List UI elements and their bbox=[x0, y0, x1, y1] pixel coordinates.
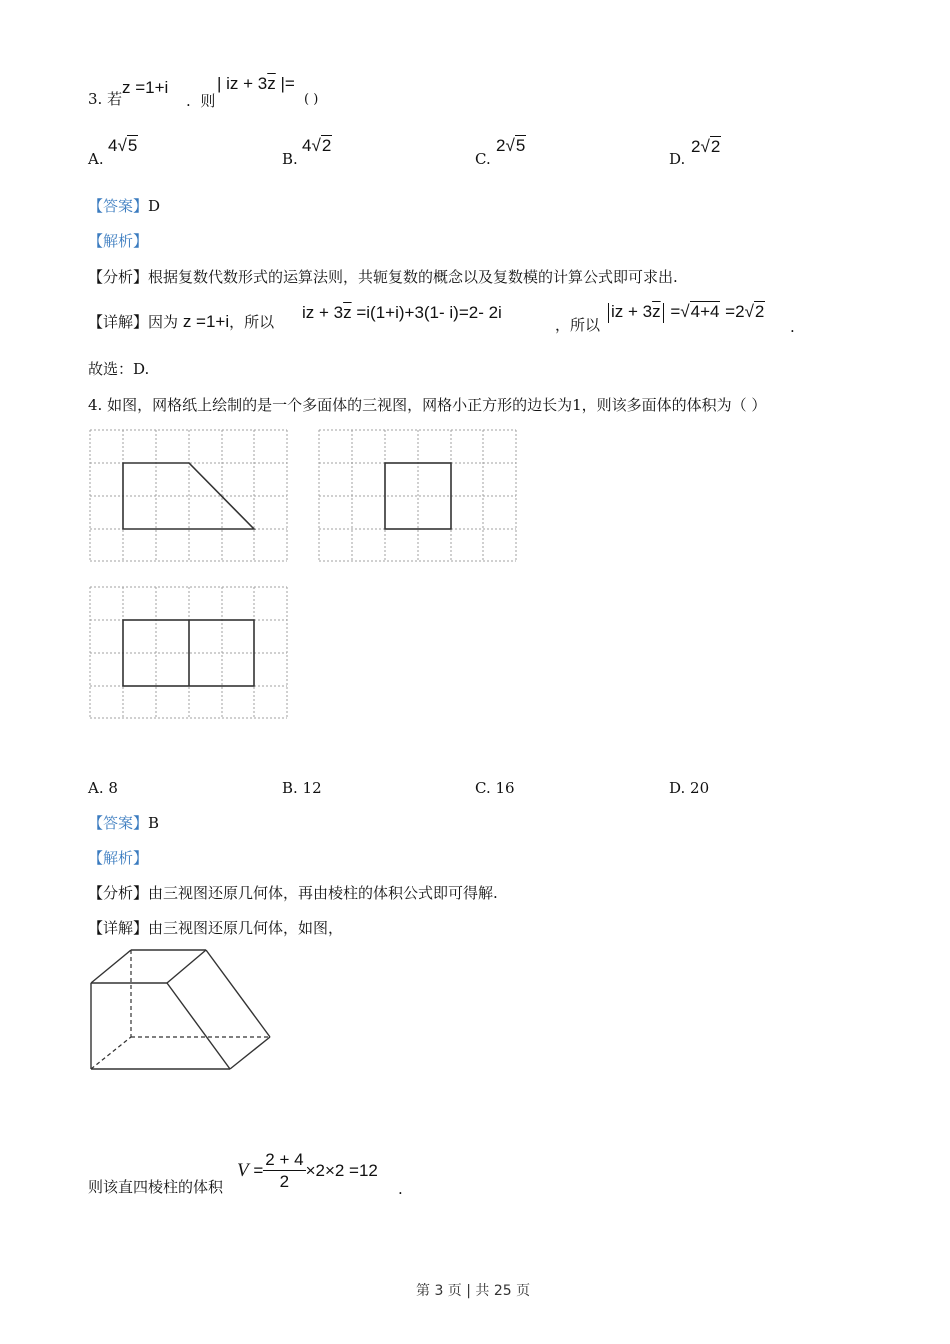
q3-sep: . bbox=[186, 92, 191, 110]
sqrt-symbol: √2 bbox=[700, 137, 721, 156]
eq2-zbar: $\overline{z}$ bbox=[652, 302, 661, 321]
option-radicand: 5 bbox=[127, 136, 138, 155]
q3-option-a-value bbox=[108, 136, 138, 156]
xiangjie-pre: 因为 bbox=[148, 313, 179, 331]
q3-condition-math: z =1+i bbox=[122, 78, 169, 97]
q4-stem-text: 4. 如图，网格纸上绘制的是一个多面体的三视图，网格小正方形的边长为1，则该多面体的体积为（ ） bbox=[88, 396, 767, 414]
option-radicand: 2 bbox=[321, 136, 332, 155]
sqrt-symbol: √5 bbox=[117, 136, 138, 155]
volume-fraction bbox=[263, 1150, 305, 1193]
q3-option-d-value bbox=[691, 137, 721, 157]
sqrt-symbol: √2 bbox=[744, 302, 765, 321]
q3-expr-right: |= bbox=[275, 74, 295, 93]
q3-paren-text: ( ) bbox=[304, 92, 319, 107]
option-radicand: 5 bbox=[515, 136, 526, 155]
q4-option-d[interactable] bbox=[669, 779, 709, 797]
q4-analysis-tag bbox=[88, 849, 148, 867]
q4-volume-formula bbox=[237, 1150, 378, 1193]
side-view-diagram bbox=[317, 428, 519, 564]
q3-expression bbox=[217, 74, 295, 94]
fenxi-text: 由三视图还原几何体，再由棱柱的体积公式即可得解. bbox=[148, 884, 498, 902]
period: . bbox=[790, 318, 795, 336]
abs-bar-right bbox=[663, 303, 664, 323]
volume-v: V bbox=[237, 1159, 249, 1181]
eq2-eq: = bbox=[665, 302, 681, 321]
option-label: D. bbox=[669, 150, 686, 168]
option-label: B. bbox=[282, 150, 298, 168]
fenxi-tag: 【分析】 bbox=[88, 884, 149, 902]
prism-3d-diagram bbox=[80, 940, 290, 1080]
period: . bbox=[398, 1180, 403, 1198]
q3-option-c-value bbox=[496, 136, 526, 156]
q4-volume-end bbox=[398, 1180, 403, 1198]
answer-tag: 【答案】 bbox=[88, 814, 149, 832]
q3-xiangjie bbox=[88, 313, 274, 331]
q4-volume-prefix bbox=[88, 1178, 223, 1196]
analysis-tag: 【解析】 bbox=[88, 232, 149, 250]
xiangjie-z-math: z =1+i bbox=[182, 312, 230, 331]
answer-value: B bbox=[148, 814, 160, 832]
q3-option-b[interactable] bbox=[282, 150, 298, 168]
option-coef: 2 bbox=[691, 137, 701, 156]
eq1-part-a: iz + 3 bbox=[302, 303, 344, 322]
xiangjie-suoyi-2: ，所以 bbox=[555, 316, 601, 334]
option-label: A. 8 bbox=[88, 779, 118, 797]
q4-answer-line bbox=[88, 814, 159, 832]
option-label: C. 16 bbox=[475, 779, 515, 797]
fenxi-tag: 【分析】 bbox=[88, 268, 149, 286]
q3-prefix: 若 bbox=[107, 90, 123, 108]
front-view-diagram bbox=[88, 428, 290, 564]
xiangjie-suoyi: ，所以 bbox=[229, 313, 275, 331]
q3-xiangjie-eq1 bbox=[302, 303, 502, 323]
q3-paren bbox=[304, 91, 318, 109]
eq2-radicand: 4+4 bbox=[690, 302, 720, 321]
eq1-part-b: =i(1+i)+3(1- i)=2- 2i bbox=[351, 303, 502, 322]
q4-option-c[interactable] bbox=[475, 779, 515, 797]
answer-tag: 【答案】 bbox=[88, 197, 149, 215]
volume-rest: ×2×2 =12 bbox=[305, 1160, 378, 1180]
answer-value: D bbox=[148, 197, 161, 215]
xiangjie-tag: 【详解】 bbox=[88, 919, 149, 937]
option-label: C. bbox=[475, 150, 491, 168]
q3-answer-line bbox=[88, 197, 160, 215]
xiangjie-tag: 【详解】 bbox=[88, 313, 149, 331]
q3-option-b-value bbox=[302, 136, 332, 156]
q3-xiangjie-eq2 bbox=[606, 302, 765, 323]
page-total: | 共 25 页 bbox=[466, 1283, 531, 1299]
option-label: B. 12 bbox=[282, 779, 322, 797]
analysis-tag: 【解析】 bbox=[88, 849, 149, 867]
fraction-denominator: 2 bbox=[279, 1172, 290, 1191]
sqrt-symbol: √5 bbox=[505, 136, 526, 155]
eq1-zbar: $\overline{z}$ bbox=[343, 303, 352, 322]
q3-option-a[interactable] bbox=[88, 150, 104, 168]
eq2-part-c: =2 bbox=[720, 302, 745, 321]
q4-xiangjie bbox=[88, 919, 343, 937]
page-footer bbox=[416, 1280, 530, 1300]
q4-option-a[interactable] bbox=[88, 779, 118, 797]
q3-expr-left: | iz + 3 bbox=[217, 74, 268, 93]
q3-condition bbox=[122, 78, 168, 98]
sqrt-symbol: √4+4 bbox=[680, 302, 720, 321]
conclusion-text: 故选：D. bbox=[88, 360, 150, 378]
abs-bar-left bbox=[608, 303, 609, 323]
q3-option-d[interactable] bbox=[669, 150, 685, 168]
q3-stem bbox=[88, 90, 122, 108]
q3-xiangjie-suoyi2 bbox=[555, 316, 600, 334]
q3-then-word: 则 bbox=[200, 92, 216, 110]
q3-conclusion bbox=[88, 360, 149, 378]
q4-option-b[interactable] bbox=[282, 779, 322, 797]
option-coef: 4 bbox=[302, 136, 312, 155]
option-radicand: 2 bbox=[710, 137, 721, 156]
q3-analysis-tag bbox=[88, 232, 148, 250]
volume-eq: = bbox=[248, 1160, 264, 1180]
fraction-numerator: 2 + 4 bbox=[265, 1150, 304, 1169]
q4-stem bbox=[88, 396, 766, 414]
fenxi-text: 根据复数代数形式的运算法则，共轭复数的概念以及复数模的计算公式即可求出. bbox=[148, 268, 678, 286]
volume-prefix-text: 则该直四棱柱的体积 bbox=[88, 1178, 224, 1196]
option-label: A. bbox=[88, 150, 104, 168]
q3-option-c[interactable] bbox=[475, 150, 491, 168]
eq2-radicand-2: 2 bbox=[754, 302, 765, 321]
q3-number: 3. bbox=[88, 90, 103, 108]
q3-fenxi bbox=[88, 268, 678, 286]
option-coef: 2 bbox=[496, 136, 506, 155]
q3-then bbox=[186, 92, 215, 110]
sqrt-symbol: √2 bbox=[311, 136, 332, 155]
eq2-part-a: iz + 3 bbox=[611, 302, 653, 321]
xiangjie-text: 由三视图还原几何体，如图， bbox=[148, 919, 344, 937]
q3-expr-zbar: $\overline{z}$ bbox=[267, 74, 276, 93]
q4-fenxi bbox=[88, 884, 498, 902]
page-number: 第 3 页 bbox=[416, 1283, 462, 1299]
option-coef: 4 bbox=[108, 136, 118, 155]
top-view-diagram bbox=[88, 585, 290, 721]
q3-xiangjie-end bbox=[790, 318, 795, 336]
option-label: D. 20 bbox=[669, 779, 710, 797]
